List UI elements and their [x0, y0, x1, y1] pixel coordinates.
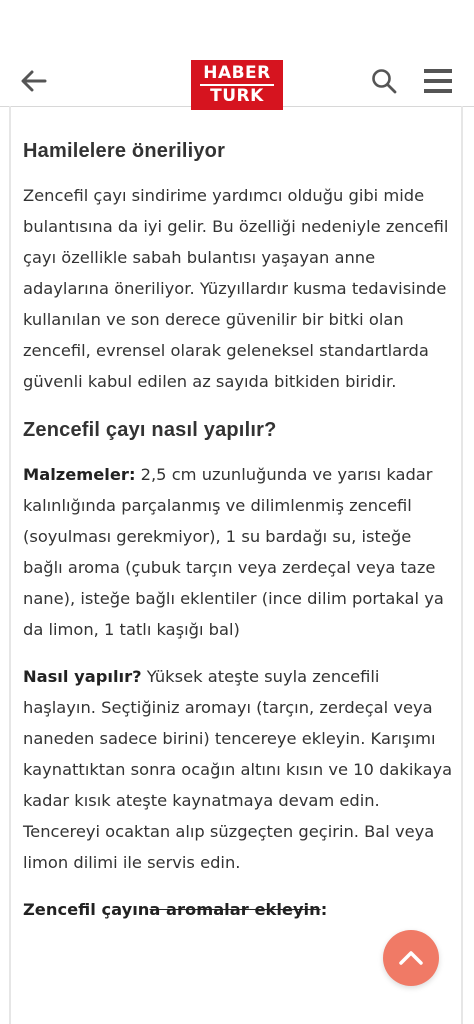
- next-subheading-part-b: a aromalar ekleyin: [149, 900, 321, 919]
- section-paragraph-pregnancy: Zencefil çayı sindirime yardımcı olduğu gibi mide bulantısına da iyi gelir. Bu özelliği nedeniyle zencefil çayı özellikle sabah bulantısı yaşayan anne adaylarına öneriliyor. Yüzyıllardır kusma tedavisinde kullanılan ve son derece güvenilir bir bitki olan zencefil, evrensel olarak geleneksel standartlarda güvenli kabul edilen az sayıda bitkiden biridir.: [23, 186, 449, 391]
- next-subheading-part-a: Zencefil çayın: [23, 900, 150, 919]
- top-header: [0, 0, 474, 107]
- section-heading-pregnancy: Hamilelere öneriliyor: [23, 140, 226, 162]
- back-button[interactable]: [14, 62, 54, 100]
- content-border-left: [9, 106, 11, 1024]
- hamburger-menu-icon: [424, 69, 452, 93]
- logo-text-turk: TURK: [210, 86, 264, 106]
- method-text: Yüksek ateşte suyla zencefili haşlayın. Seçtiğiniz aromayı (tarçın, zerdeçal veya naneden sadece birini) tencereye ekleyin. Karışımı kaynattıktan sonra ocağın altını kısın ve 10 dakikaya kadar kısık ateşte kaynatmaya devam edin. Tencereyi ocaktan alıp süzgeçten geçirin. Bal veya limon dilimi ile servis edin.: [23, 667, 453, 872]
- search-icon: [371, 68, 397, 94]
- scroll-to-top-button[interactable]: [383, 930, 439, 986]
- section-heading-recipe: Zencefil çayı nasıl yapılır?: [23, 419, 277, 441]
- menu-button[interactable]: [418, 62, 458, 100]
- ingredients-paragraph: [23, 459, 455, 645]
- arrow-left-icon: [21, 70, 47, 92]
- content-border-right: [461, 106, 463, 1024]
- ingredients-label: Malzemeler:: [23, 465, 136, 484]
- article-content: [0, 106, 474, 1024]
- next-subheading-part-c: :: [320, 900, 328, 919]
- logo-text-haber: HABER: [203, 63, 271, 83]
- ingredients-text: 2,5 cm uzunluğunda ve yarısı kadar kalınlığında parçalanmış ve dilimlenmiş zencefil (soyulması gerekmiyor), 1 su bardağı su, isteğe bağlı aroma (çubuk tarçın veya zerdeçal veya taze nane), isteğe bağlı eklentiler (ince dilim portakal ya da limon, 1 tatlı kaşığı bal): [23, 465, 444, 639]
- next-subheading: [23, 894, 455, 925]
- method-label: Nasıl yapılır?: [23, 667, 142, 686]
- haberturk-logo[interactable]: [191, 60, 283, 110]
- method-paragraph: [23, 661, 455, 878]
- search-button[interactable]: [364, 62, 404, 100]
- chevron-up-icon: [398, 950, 424, 966]
- article-body: [23, 136, 455, 941]
